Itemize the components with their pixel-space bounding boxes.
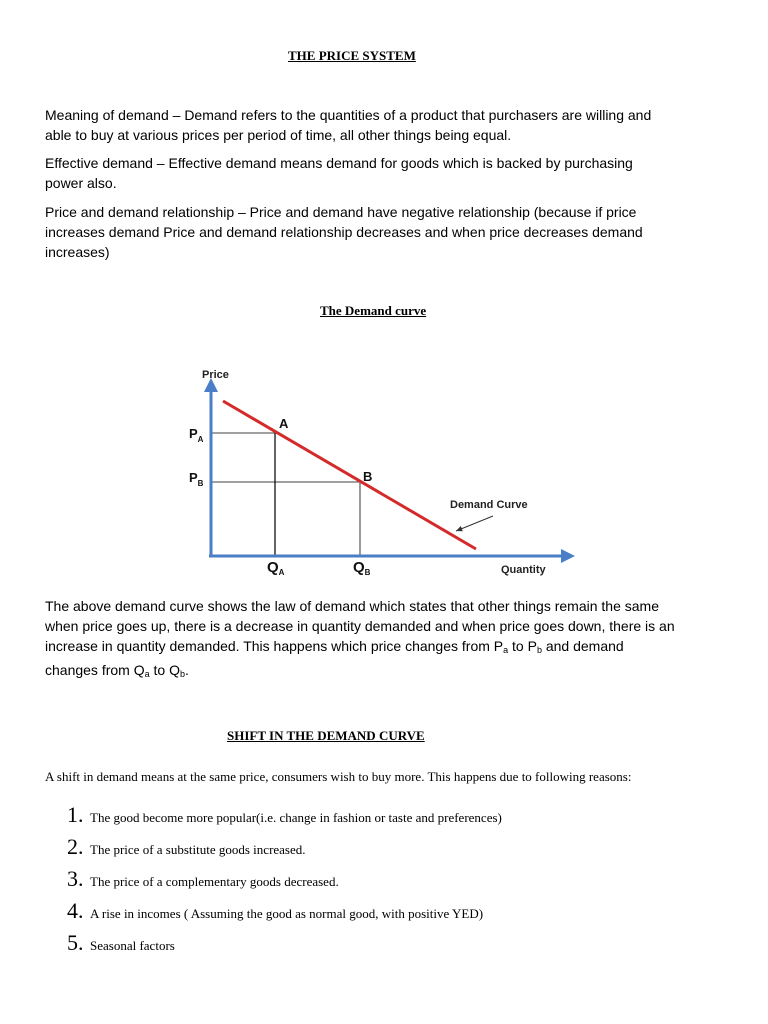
price-b-letter: P bbox=[189, 470, 198, 485]
shift-heading: SHIFT IN THE DEMAND CURVE bbox=[227, 728, 425, 743]
subscript-pa: a bbox=[503, 645, 509, 655]
price-b-subscript: B bbox=[197, 479, 204, 488]
effective-demand-line-2: power also. bbox=[45, 175, 117, 191]
reason-item bbox=[67, 833, 502, 865]
demand-definition-line-1: Meaning of demand – Demand refers to the quantities of a product that purchasers are willing and bbox=[45, 107, 652, 123]
point-b-label: B bbox=[363, 469, 373, 484]
explanation-line-3: increase in quantity demanded. This happens which price changes from P bbox=[45, 638, 504, 654]
explanation-line-3-end: and demand bbox=[541, 638, 624, 654]
reason-item bbox=[67, 897, 502, 929]
reason-number: 4. bbox=[67, 898, 84, 923]
reason-text: The good become more popular(i.e. change in fashion or taste and preferences) bbox=[90, 810, 502, 825]
quantity-axis-arrow bbox=[561, 549, 575, 563]
point-a-label: A bbox=[279, 416, 289, 431]
quantity-axis-label: Quantity bbox=[501, 564, 546, 576]
relationship-line-2: increases demand Price and demand relationship decreases and when price decreases demand bbox=[45, 224, 643, 240]
annotation-pointer bbox=[456, 516, 493, 531]
price-a-subscript: A bbox=[197, 435, 204, 444]
demand-curve-explanation bbox=[45, 596, 735, 684]
subscript-qa: a bbox=[144, 669, 150, 679]
reason-item bbox=[67, 801, 502, 833]
subscript-pb: b bbox=[536, 645, 542, 655]
relationship-line-3: increases) bbox=[45, 244, 110, 260]
reason-number: 1. bbox=[67, 802, 84, 827]
price-a-letter: P bbox=[189, 426, 198, 441]
quantity-b-subscript: B bbox=[364, 568, 371, 577]
subscript-qb: b bbox=[179, 669, 185, 679]
explanation-line-1: The above demand curve shows the law of demand which states that other things remain the same bbox=[45, 598, 660, 614]
reason-text: The price of a complementary goods decreased. bbox=[90, 874, 339, 889]
reason-text: The price of a substitute goods increased. bbox=[90, 842, 306, 857]
explanation-to-2: to Q bbox=[149, 662, 180, 678]
shift-intro: A shift in demand means at the same price, consumers wish to buy more. This happens due to following reasons: bbox=[45, 769, 632, 784]
page-title: THE PRICE SYSTEM bbox=[288, 48, 416, 63]
demand-definition-line-2: able to buy at various prices per period of time, all other things being equal. bbox=[45, 127, 512, 143]
demand-curve-annotation: Demand Curve bbox=[450, 499, 528, 511]
reason-number: 5. bbox=[67, 930, 84, 955]
explanation-line-2: when price goes up, there is a decrease in quantity demanded and when price goes down, there is an bbox=[45, 618, 675, 634]
quantity-b-letter: Q bbox=[353, 559, 365, 576]
effective-demand-line-1: Effective demand – Effective demand means demand for goods which is backed by purchasing bbox=[45, 155, 633, 171]
explanation-line-4: changes from Q bbox=[45, 662, 145, 678]
price-demand-relationship bbox=[45, 202, 735, 262]
demand-definition bbox=[45, 105, 735, 145]
explanation-end: . bbox=[185, 662, 189, 678]
price-axis-label: Price bbox=[202, 369, 229, 381]
demand-curve-chart bbox=[185, 358, 585, 580]
quantity-b-label bbox=[353, 559, 371, 577]
demand-curve-line bbox=[223, 401, 476, 549]
demand-curve-heading: The Demand curve bbox=[320, 303, 427, 318]
explanation-to-1: to P bbox=[508, 638, 537, 654]
effective-demand-definition bbox=[45, 153, 735, 193]
price-b-label bbox=[189, 470, 204, 488]
reason-number: 3. bbox=[67, 866, 84, 891]
reason-item bbox=[67, 865, 502, 897]
reason-text: A rise in incomes ( Assuming the good as normal good, with positive YED) bbox=[90, 906, 484, 921]
quantity-a-subscript: A bbox=[278, 568, 285, 577]
reason-number: 2. bbox=[67, 834, 84, 859]
quantity-a-label bbox=[267, 559, 285, 577]
reason-item bbox=[67, 929, 502, 961]
quantity-a-letter: Q bbox=[267, 559, 279, 576]
reason-text: Seasonal factors bbox=[90, 938, 175, 953]
price-a-label bbox=[189, 426, 204, 444]
reasons-list bbox=[67, 801, 502, 961]
relationship-line-1: Price and demand relationship – Price and demand have negative relationship (because if price bbox=[45, 204, 637, 220]
